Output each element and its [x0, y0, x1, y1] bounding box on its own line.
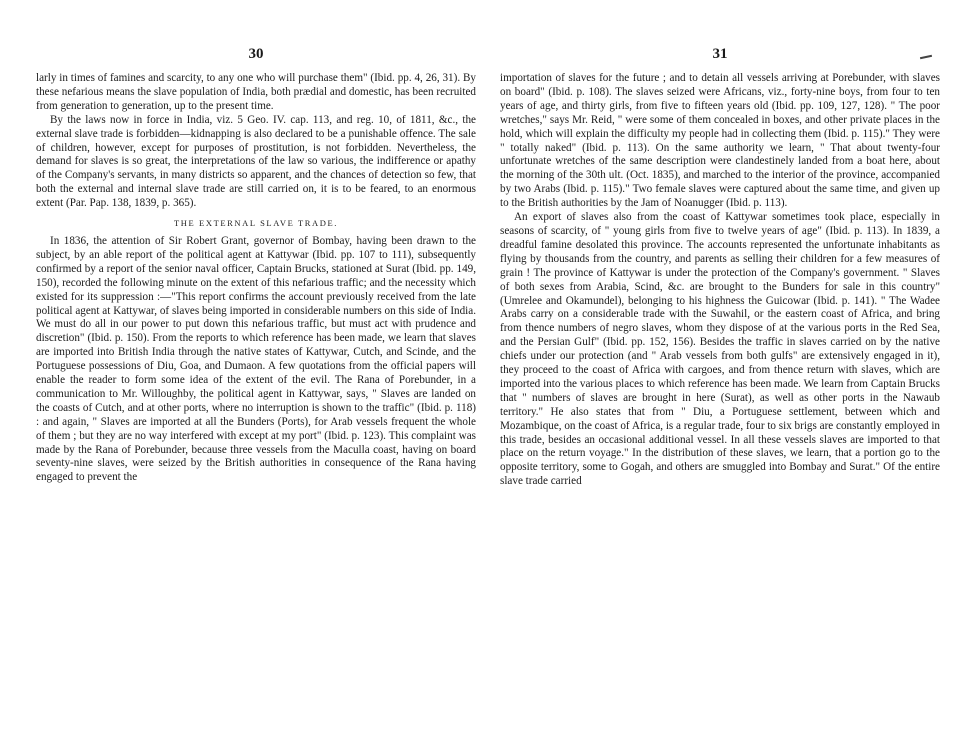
- right-page-body: [500, 72, 940, 489]
- page-number-right: 31: [712, 46, 728, 62]
- section-heading: THE EXTERNAL SLAVE TRADE.: [173, 218, 339, 229]
- right-paragraph-1: importation of slaves for the future ; and to detain all vessels arriving at Porebunder, with slaves on board" (Ibid. p. 108). The slaves seized were Africans, viz., forty-nine boys, from four to ten years of age, and thirty girls, from five to fifteen years old (Ibid. pp. 109, 127, 128). " The poor wretches," says Mr. Reid, " were some of them concealed in boxes, and other private places in the hold, which will explain the difficulty my people had in collecting them (Ibid. p. 115)." They were " totally naked" (Ibid. p. 113). On the same authority we learn, " That about twenty-four unfortunate wretches of the same description were clandestinely landed from a boat here, about the morning of the 30th ult. (Oct. 1835), and marched to the interior of the province, accompanied by two Arabs (Ibid. p. 115)." Two female slaves were captured about the same time, and given up to the British authorities by the Jam of Noanugger (Ibid. p. 113).: [500, 72, 940, 210]
- left-paragraph-3: In 1836, the attention of Sir Robert Grant, governor of Bombay, having been drawn to the subject, by an able report of the political agent at Kattywar (Ibid. pp. 107 to 111), subsequently confirmed by a report of the senior naval officer, Captain Brucks, stationed at Surat (Ibid. pp. 149, 150), recorded the following minute on the extent of this nefarious traffic; and the necessity which existed for its suppression :—"This report confirms the account previously received from the late political agent at Kattywar, of slaves being imported in considerable numbers on this side of India. We must do all in our power to put down this nefarious traffic, but must act with prudence and discretion" (Ibid. p. 150). From the reports to which reference has been made, we learn that slaves are imported into British India through the native states of Kattywar, Cutch, and Scinde, and the Portuguese possessions of Diu, Goa, and Dumaon. A few quotations from the official papers will enable the reader to form some idea of the extent of the evil. The Rana of Porebunder, in a communication to Mr. Willoughby, the political agent in Kattywar, says, " Slaves are landed on the coasts of Cutch, and at other ports, where no interruption is shown to the traffic" (Ibid. p. 118) : and again, " Slaves are imported at all the Bunders (Ports), for Arab vessels frequent the whole of them ; but they are no way interfered with except at my port" (Ibid. p. 123). This complaint was made by the Rana of Porebunder, because three vessels from the Maculla coast, having on board seventy-nine slaves, were seized by the British authorities in consequence of the Rana having engaged to prevent the: [36, 234, 476, 484]
- page-number-left: 30: [248, 46, 264, 62]
- right-paragraph-2: An export of slaves also from the coast of Kattywar sometimes took place, especially in seasons of scarcity, of " young girls from five to twelve years of age" (Ibid. p. 113). In 1839, a dreadful famine desolated this province. The accounts represented the unfortunate inhabitants as flying by thousands from the country, and parents as selling their children for a few measures of grain ! The province of Kattywar is under the protection of the Company's government. " Slaves of both sexes from Arabia, Scind, &c. are brought to the Bunders for sale in this country" (Umrelee and Okamundel), belonging to his highness the Guicowar (Ibid. p. 141). " The Wadee Arabs carry on a considerable trade with the Suwahil, or the eastern coast of Africa, and bring from thence numbers of negro slaves, whom they dispose of at the various ports in the Red Sea, and the Persian Gulf" (Ibid. pp. 152, 156). Besides the traffic in slaves carried on by the native chiefs under our protection (and " Arab vessels from both gulfs" are extensively engaged in it), they proceed to the coast of Africa with cargoes, and from thence return with slaves, which are imported into the various places to which reference has been made. We learn from Captain Brucks that " numbers of slaves are brought in here (Surat), as well as other ports in the Nawaub territory." He also states that from " Diu, a Portuguese settlement, between which and Mozambique, on the coast of Africa, is a regular trade, four to six brigs are constantly employed in this trade, besides an occasional additional vessel. In all these vessels slaves are imported to that place on the return voyage." In the distribution of these slaves, we learn, that a portion go to the opposite territory, some to Gogah, and others are smuggled into Bombay and Surat." Of the entire slave trade carried: [500, 211, 940, 488]
- left-paragraph-2: By the laws now in force in India, viz. 5 Geo. IV. cap. 113, and reg. 10, of 1811, &c., the external slave trade is forbidden—kidnapping is also declared to be a punishable offence. The sale of children, however, except for purposes of prostitution, is not forbidden. Nevertheless, the demand for slaves is so great, the interpretations of the law so various, the indifference or apathy of the Company's servants, in many districts so apparent, and the chances of detection so few, that both the external and internal slave trade are still carried on, it is to be feared, to an enormous extent (Par. Pap. 138, 1839, p. 365).: [36, 113, 476, 210]
- left-page-body: [36, 72, 476, 485]
- left-paragraph-1: larly in times of famines and scarcity, to any one who will purchase them" (Ibid. pp. 4, 26, 31). By these nefarious means the slave population of India, both prædial and domestic, has been recruited from generation to generation, up to the present time.: [36, 72, 476, 112]
- right-page: [500, 0, 940, 489]
- left-page: [36, 0, 476, 485]
